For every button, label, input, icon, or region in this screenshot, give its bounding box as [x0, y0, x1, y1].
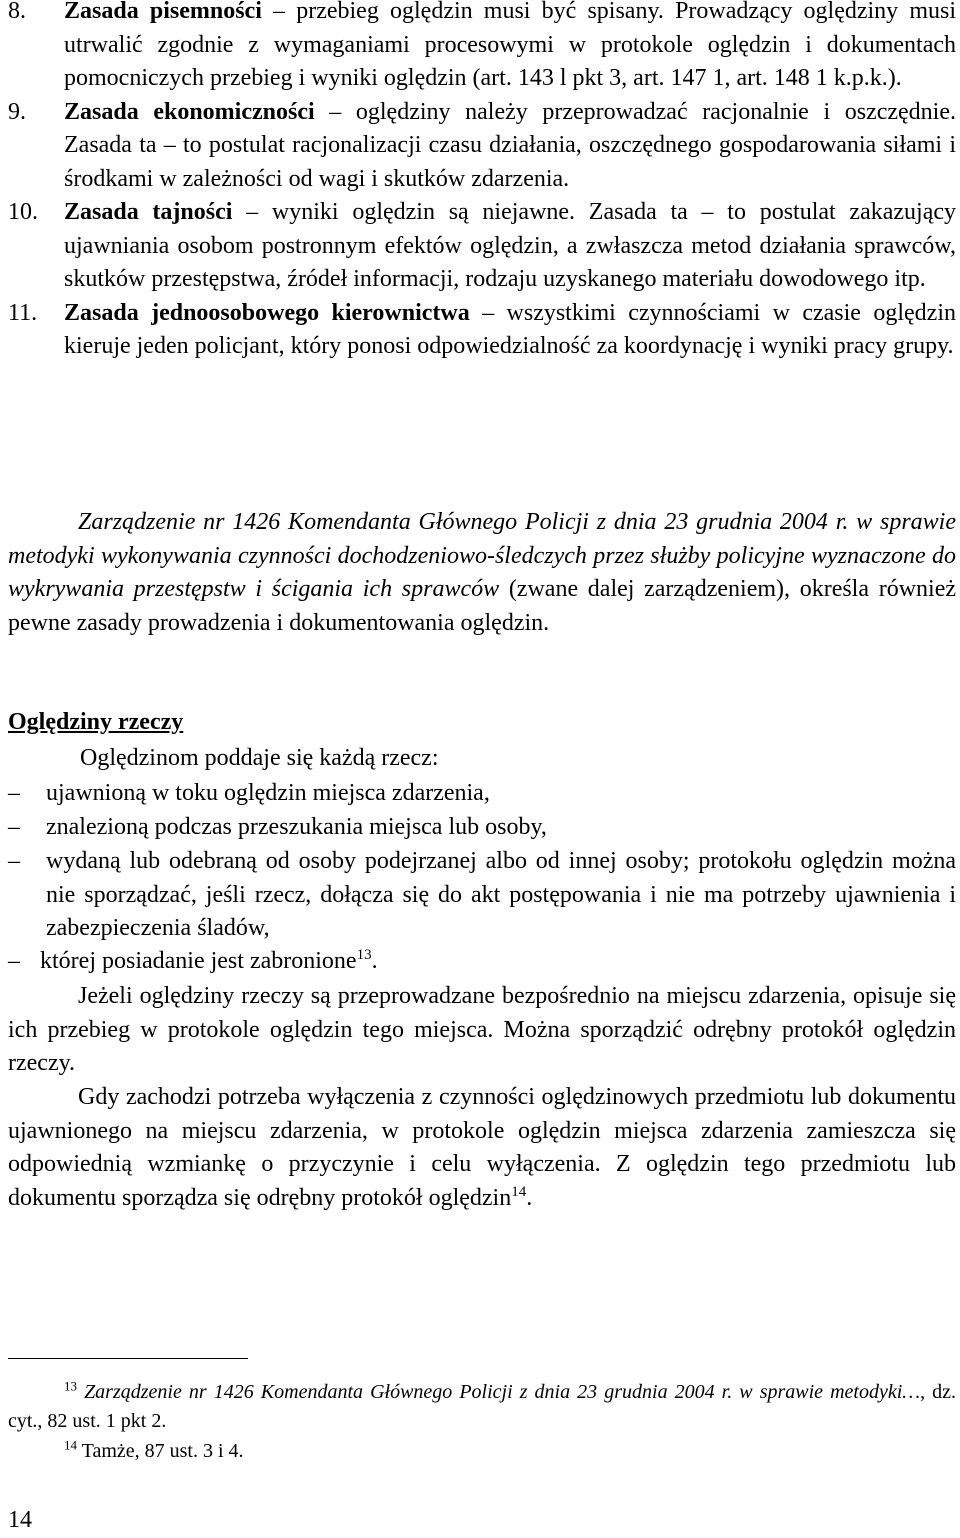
footnote-italic: Zarządzenie nr 1426 Komendanta Głównego Policji z dnia 23 grudnia 2004 r. w sprawie metodyki…: [84, 1381, 921, 1403]
item-number: 11.: [8, 299, 38, 326]
list-item: [8, 196, 956, 297]
section-intro: Oględzinom poddaje się każdą rzecz:: [80, 745, 439, 771]
section-heading: Oględziny rzeczy: [8, 709, 184, 735]
list-item: [8, 96, 956, 197]
item-text: – wyniki oględzin są niejawne. Zasada ta – to postulat zakazujący ujawniania osobom postronnym efektów oględzin, a zwłaszcza metod działania sprawców, skutków przestępstwa, źródeł informacji, rodzaju uzyskanego materiału dowodowego itp.: [64, 199, 957, 292]
footnote-text: , dz. cyt., 82 ust. 1 pkt 2.: [8, 1381, 956, 1432]
footnote-ref: 13: [356, 947, 372, 963]
list-item: [8, 845, 956, 947]
list-item: [8, 811, 956, 845]
bullet-text: znalezioną podczas przeszukania miejsca lub osoby,: [46, 814, 547, 840]
regulation-text: (zwane dalej zarządzeniem), określa również pewne zasady prowadzenia i dokumentowania oględzin.: [8, 576, 956, 636]
dash-bullet: –: [8, 780, 20, 806]
item-number: 9.: [8, 98, 26, 125]
item-text: – oględziny należy przeprowadzać racjonalnie i oszczędnie. Zasada ta – to postulat racjonalizacji czasu działania, oszczędnego gospodarowania siłami i środkami w zależności od wagi i skutków zdarzenia.: [64, 98, 956, 192]
dash-bullet: –: [8, 948, 20, 974]
item-title: Zasada ekonomiczności: [64, 98, 315, 125]
list-item: [8, 297, 956, 364]
footnote-number: 14: [64, 1437, 77, 1453]
item-title: Zasada pisemności: [64, 0, 262, 24]
regulation-title: Zarządzenie nr 1426 Komendanta Głównego Policji z dnia 23 grudnia 2004 r. w sprawie metodyki wykonywania czynności dochodzeniowo-śledczych przez służby policyjne wyznaczone do wykrywania przestępstw i ścigania ich sprawców: [8, 509, 956, 602]
footnote: [8, 1437, 956, 1466]
bullet-text: ujawnioną w toku oględzin miejsca zdarzenia,: [46, 780, 490, 806]
list-item: – której posiadanie jest zabronione$^{13}$.: [8, 945, 956, 979]
list-item: [8, 777, 956, 811]
footnote-text: Tamże, 87 ust. 3 i 4.: [81, 1440, 244, 1462]
item-number: 8.: [8, 0, 26, 24]
page-number: 14: [8, 1507, 32, 1533]
footnote-number: 13: [64, 1378, 77, 1394]
body-paragraph: Jeżeli oględziny rzeczy są przeprowadzane bezpośrednio na miejscu zdarzenia, opisuje się ich przebieg w protokole oględzin tego miejsca. Można sporządzić odrębny protokół oględzin rzeczy.: [8, 983, 956, 1076]
body-paragraph: Gdy zachodzi potrzeba wyłączenia z czynności oględzinowych przedmiotu lub dokumentu ujawnionego na miejscu zdarzenia, w protokole oględzin miejsca zdarzenia zamieszcza się odpowiednią wzmiankę o przyczynie i celu wyłączenia. Z oględzin tego przedmiotu lub dokumentu sporządza się odrębny protokół oględzin$^{14}$.: [8, 1084, 956, 1211]
item-number: 10.: [8, 199, 38, 225]
bullet-text: której posiadanie jest zabronione: [40, 948, 357, 974]
principles-list: [8, 0, 956, 364]
footnote-divider: [8, 1358, 248, 1359]
regulation-paragraph: [8, 506, 956, 640]
bullet-text: wydaną lub odebraną od osoby podejrzanej albo od innej osoby; protokołu oględzin można nie sporządzać, jeśli rzecz, dołącza się do akt postępowania i nie ma potrzeby ujawnienia i zabezpieczenia śladów,: [46, 848, 956, 941]
dash-bullet: –: [8, 848, 20, 874]
item-title: Zasada jednoosobowego kierownictwa: [64, 299, 470, 326]
list-item: [8, 0, 956, 96]
footnote: [8, 1378, 956, 1436]
dash-bullet: –: [8, 814, 20, 840]
footnote-ref: 14: [511, 1183, 527, 1200]
item-text: – wszystkimi czynnościami w czasie oględzin kieruje jeden policjant, który ponosi odpowiedzialność za koordynację i wyniki pracy grupy.: [64, 299, 956, 359]
item-text: – przebieg oględzin musi być spisany. Prowadzący oględziny musi utrwalić zgodnie z wymaganiami procesowymi w protokole oględzin i dokumentach pomocniczych przebieg i wyniki oględzin (art. 143 l pkt 3, art. 147 1, art. 148 1 k.p.k.).: [64, 0, 957, 91]
item-title: Zasada tajności: [64, 199, 233, 225]
